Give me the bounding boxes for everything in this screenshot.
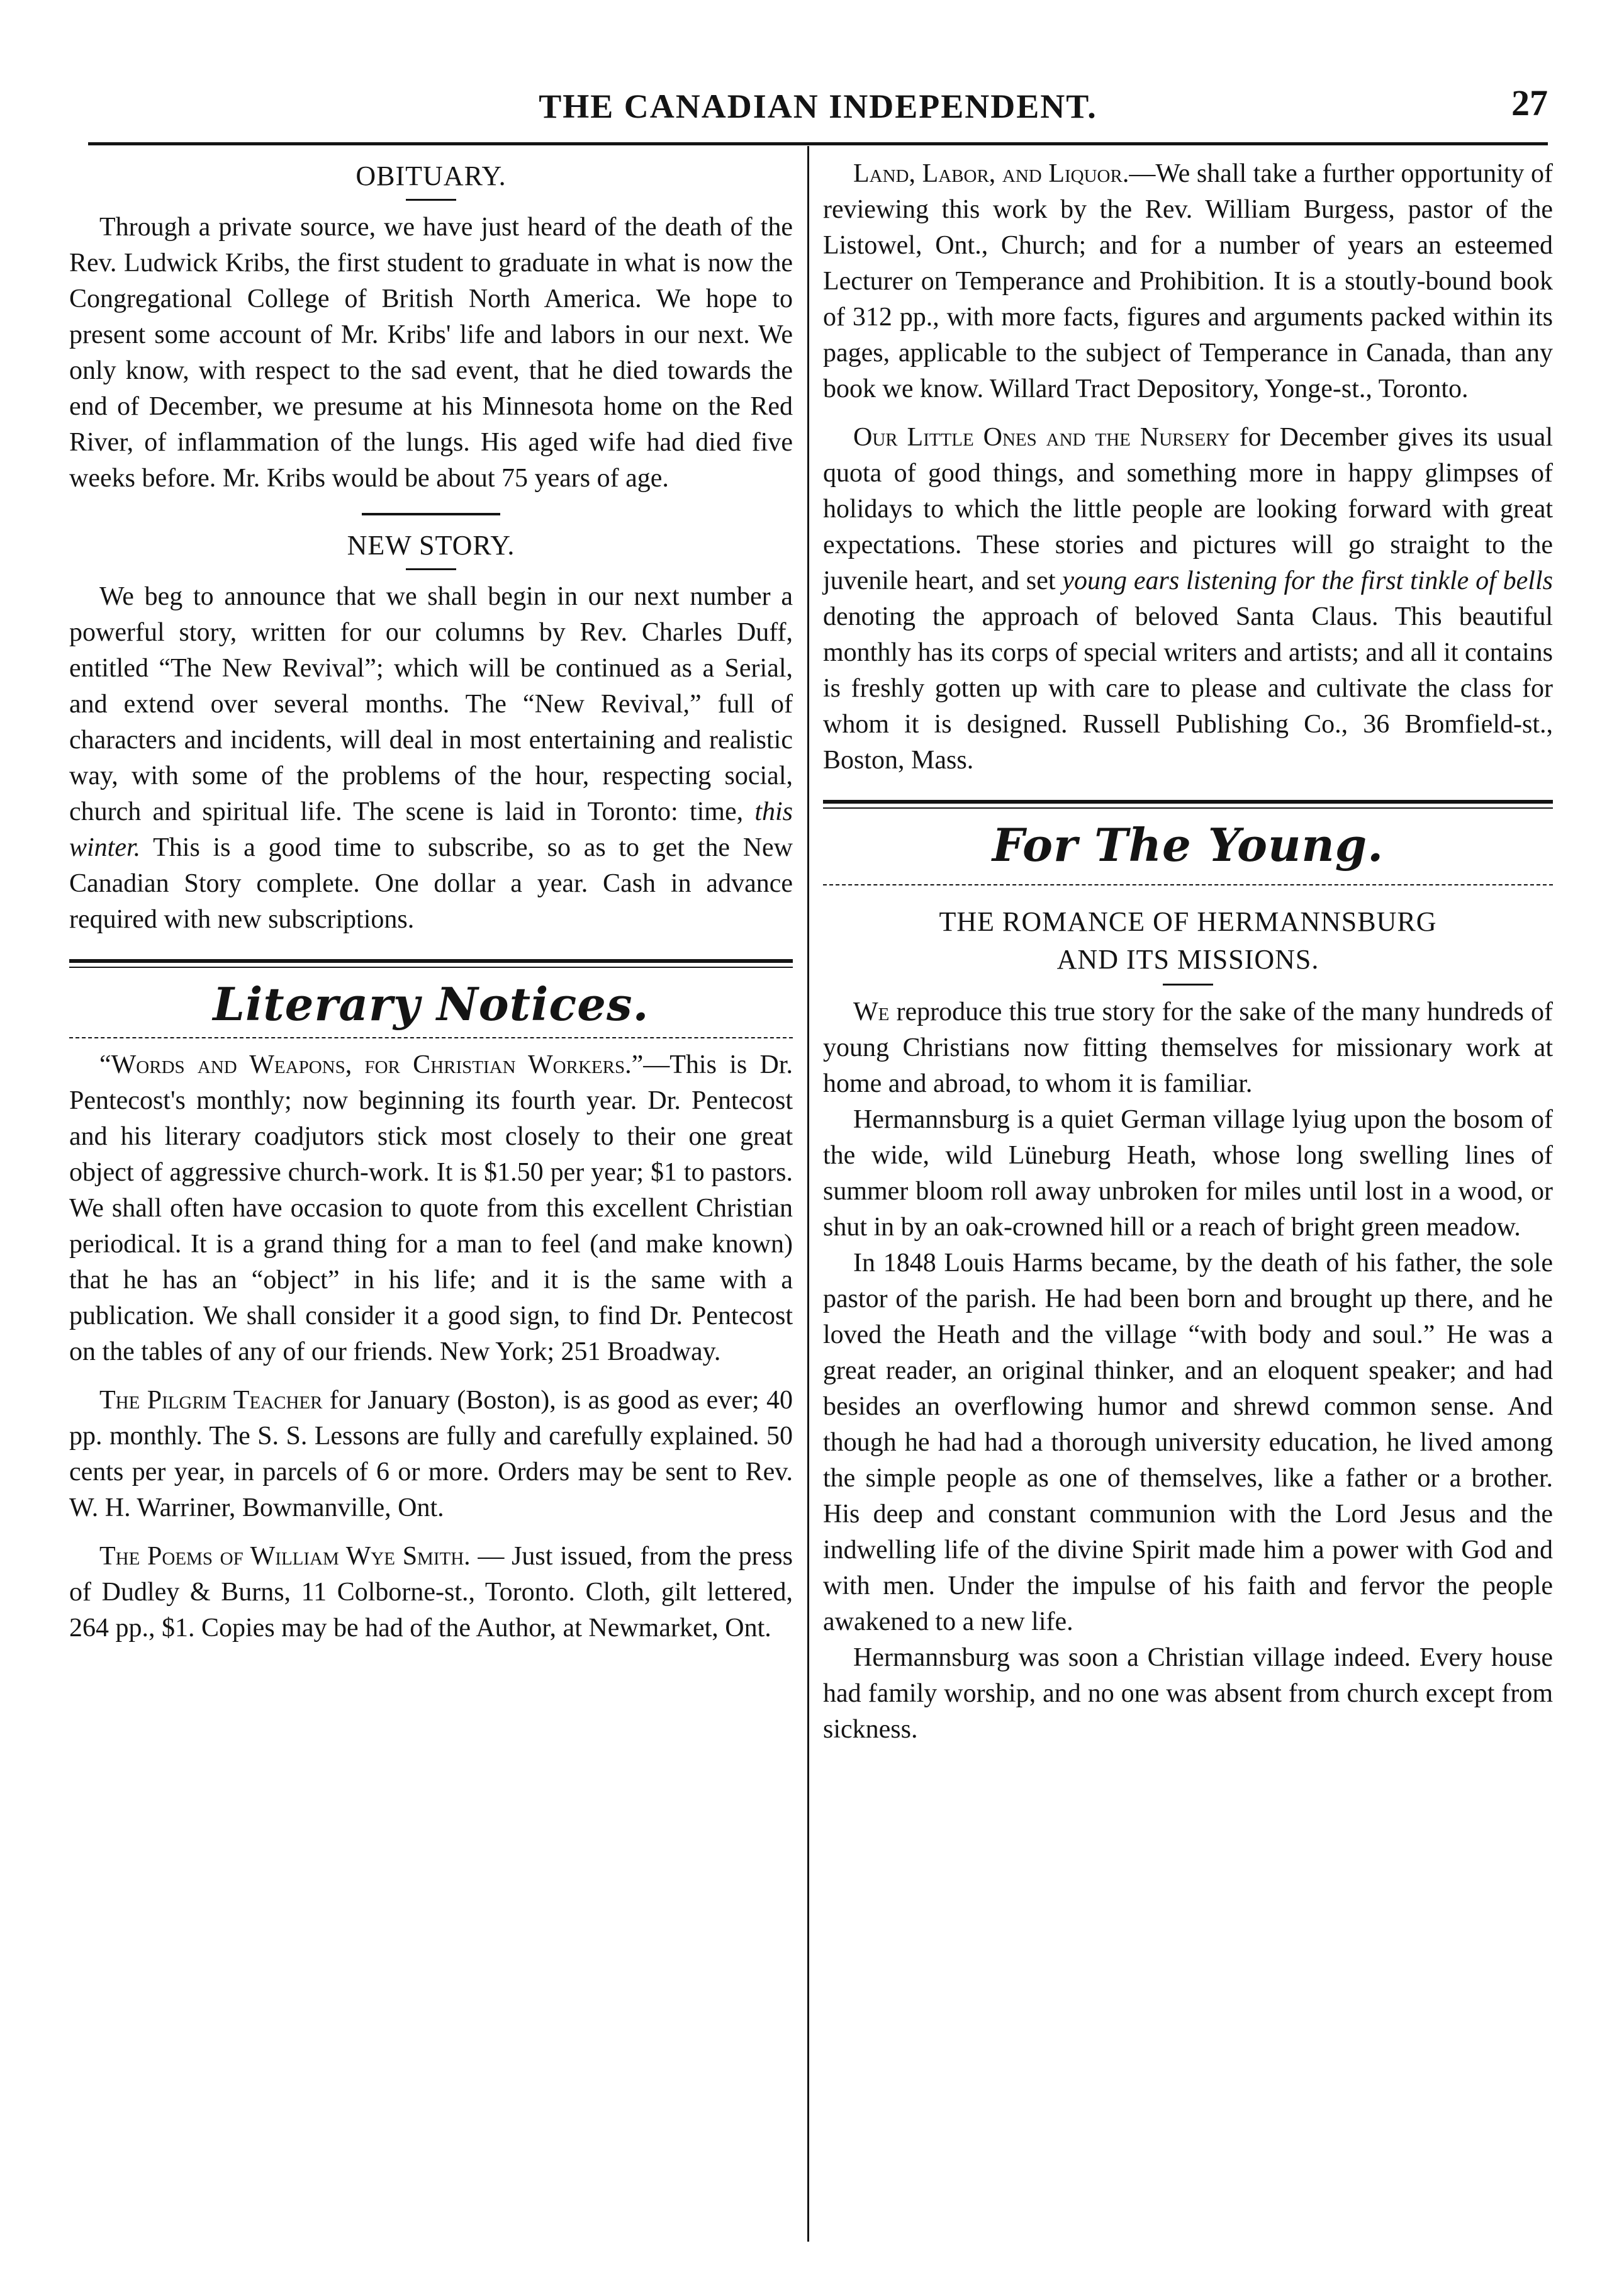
for-the-young-heading: For The Young. (992, 818, 1384, 872)
notice-little-ones (823, 420, 1553, 778)
page-header (88, 82, 1548, 138)
notice-title: The Pilgrim Teacher (99, 1386, 323, 1415)
page-number: 27 (1511, 82, 1548, 123)
notice-title: Land, Labor, and Liquor. (853, 159, 1129, 188)
romance-paragraph-2: Hermannsburg is a quiet German village lyiug upon the bosom of the wide, wild Lüneburg Heath, whose long swelling lines of summer bloom roll away unbroken for miles until lost in a wood, or shut in by an oak-crowned hill or a reach of bright green meadow. (823, 1105, 1553, 1242)
divider (406, 568, 456, 570)
romance-title-line1: THE ROMANCE OF HERMANNSBURG (939, 906, 1437, 937)
notice-pilgrim-teacher (69, 1383, 793, 1526)
new-story-text-end: This is a good time to subscribe, so as to get the New Canadian Story complete. One dollar a year. Cash in advance required with new subscriptions. (69, 833, 793, 934)
header-rule (88, 142, 1548, 145)
obituary-heading: OBITUARY. (356, 160, 507, 191)
romance-title-line2: AND ITS MISSIONS. (1056, 944, 1319, 975)
romance-paragraph-1 (823, 994, 1553, 1102)
new-story-body (69, 579, 793, 938)
divider (362, 513, 500, 515)
notice-land-labor-liquor (823, 156, 1553, 407)
new-story-italic: this winter. (69, 797, 793, 862)
romance-paragraph-4: Hermannsburg was soon a Christian village indeed. Every house had family worship, and no one was absent from church except from sickness. (823, 1643, 1553, 1744)
notice-title: “Words and Weapons, for Christian Workers.” (99, 1050, 644, 1079)
new-story-text: We beg to announce that we shall begin in our next number a powerful story, written for our columns by Rev. Charles Duff, entitled “The New Revival”; which will be continued as a Serial, and extend over several months. The “New Revival,” full of characters and incidents, will deal in most entertaining and realistic way, with some of the problems of the hour, respecting social, church and spiritual life. The scene is laid in Toronto: time, (69, 582, 793, 826)
new-story-heading: NEW STORY. (347, 530, 515, 561)
lead-word: We (853, 997, 890, 1026)
notice-words-and-weapons (69, 1047, 793, 1370)
left-column (69, 156, 793, 1646)
notice-body: —We shall take a further opportunity of reviewing this work by the Rev. William Burgess, pastor of the Listowel, Ont., Church; and for a number of years an esteemed Lecturer on Temperance and Prohibition. It is a stoutly-bound book of 312 pp., with more facts, figures and arguments packed within its pages, applicable to the subject of Temperance in Canada, than any book we know. Willard Tract Depository, Yonge-st., Toronto. (823, 159, 1553, 403)
divider (69, 1037, 793, 1038)
divider (823, 884, 1553, 885)
notice-title: The Poems of William Wye Smith. (99, 1542, 471, 1571)
notice-body-end: denoting the approach of beloved Santa Claus. This beautiful monthly has its corps of special writers and artists; and all it contains is freshly gotten up with care to please and cultivate the class for whom it is designed. Russell Publishing Co., 36 Bromfield-st., Boston, Mass. (823, 602, 1553, 775)
divider (406, 199, 456, 201)
running-title: THE CANADIAN INDEPENDENT. (539, 87, 1097, 125)
notice-body: for January (Boston), is as good as ever; 40 pp. monthly. The S. S. Lessons are fully and carefully explained. 50 cents per year, in parcels of 6 or more. Orders may be sent to Rev. W. H. Warriner, Bowmanville, Ont. (69, 1386, 793, 1522)
notice-poems (69, 1539, 793, 1646)
section-rule (823, 800, 1553, 809)
section-rule (69, 959, 793, 968)
literary-notices-heading: Literary Notices. (213, 977, 649, 1031)
right-column (823, 156, 1553, 1748)
romance-paragraph-3: In 1848 Louis Harms became, by the death of his father, the sole pastor of the parish. He had been born and brought up there, and he loved the Heath and the village “with body and soul.” He was a great reader, an original thinker, and an eloquent speaker; and had besides an overflowing humor and shrewd common sense. And though he had had a thorough university education, he lived among the simple people as one of themselves, like a father or a brother. His deep and constant communion with the Lord Jesus and the indwelling life of the divine Spirit made him a power with God and with men. Under the impulse of his faith and fervor the people awakened to a new life. (823, 1249, 1553, 1636)
divider (1163, 984, 1213, 986)
paragraph-text: reproduce this true story for the sake of the many hundreds of young Christians now fitting themselves for missionary work at home and abroad, to whom it is familiar. (823, 997, 1553, 1098)
obituary-body: Through a private source, we have just heard of the death of the Rev. Ludwick Kribs, the first student to graduate in what is now the Congregational College of British North America. We hope to present some account of Mr. Kribs' life and labors in our next. We only know, with respect to the sad event, that he died towards the end of December, we presume at his Minnesota home on the Red River, of inflammation of the lungs. His aged wife had died five weeks before. Mr. Kribs would be about 75 years of age. (69, 213, 793, 493)
notice-body: — Just issued, from the press of Dudley & Burns, 11 Colborne-st., Toronto. Cloth, gilt lettered, 264 pp., $1. Copies may be had of the Author, at Newmarket, Ont. (69, 1542, 793, 1643)
notice-body: —This is Dr. Pentecost's monthly; now beginning its fourth year. Dr. Pentecost and his literary coadjutors stick most closely to their one great object of aggressive church-work. It is $1.50 per year; $1 to pastors. We shall often have occasion to quote from this excellent Christian periodical. It is a grand thing for a man to feel (and make known) that he has an “object” in his life; and it is the same with a publication. We shall consider it a good sign, to find Dr. Pentecost on the tables of any of our friends. New York; 251 Broadway. (69, 1050, 793, 1366)
notice-title: Our Little Ones and the Nursery (853, 423, 1230, 452)
notice-italic: young ears listening for the first tinkle of bells (1062, 566, 1553, 595)
column-divider (807, 146, 809, 2242)
notice-body: for December gives its usual quota of good things, and something more in happy glimpses of holidays to which the little people are looking forward with great expectations. These stories and pictures will go straight to the juvenile heart, and set (823, 423, 1553, 595)
